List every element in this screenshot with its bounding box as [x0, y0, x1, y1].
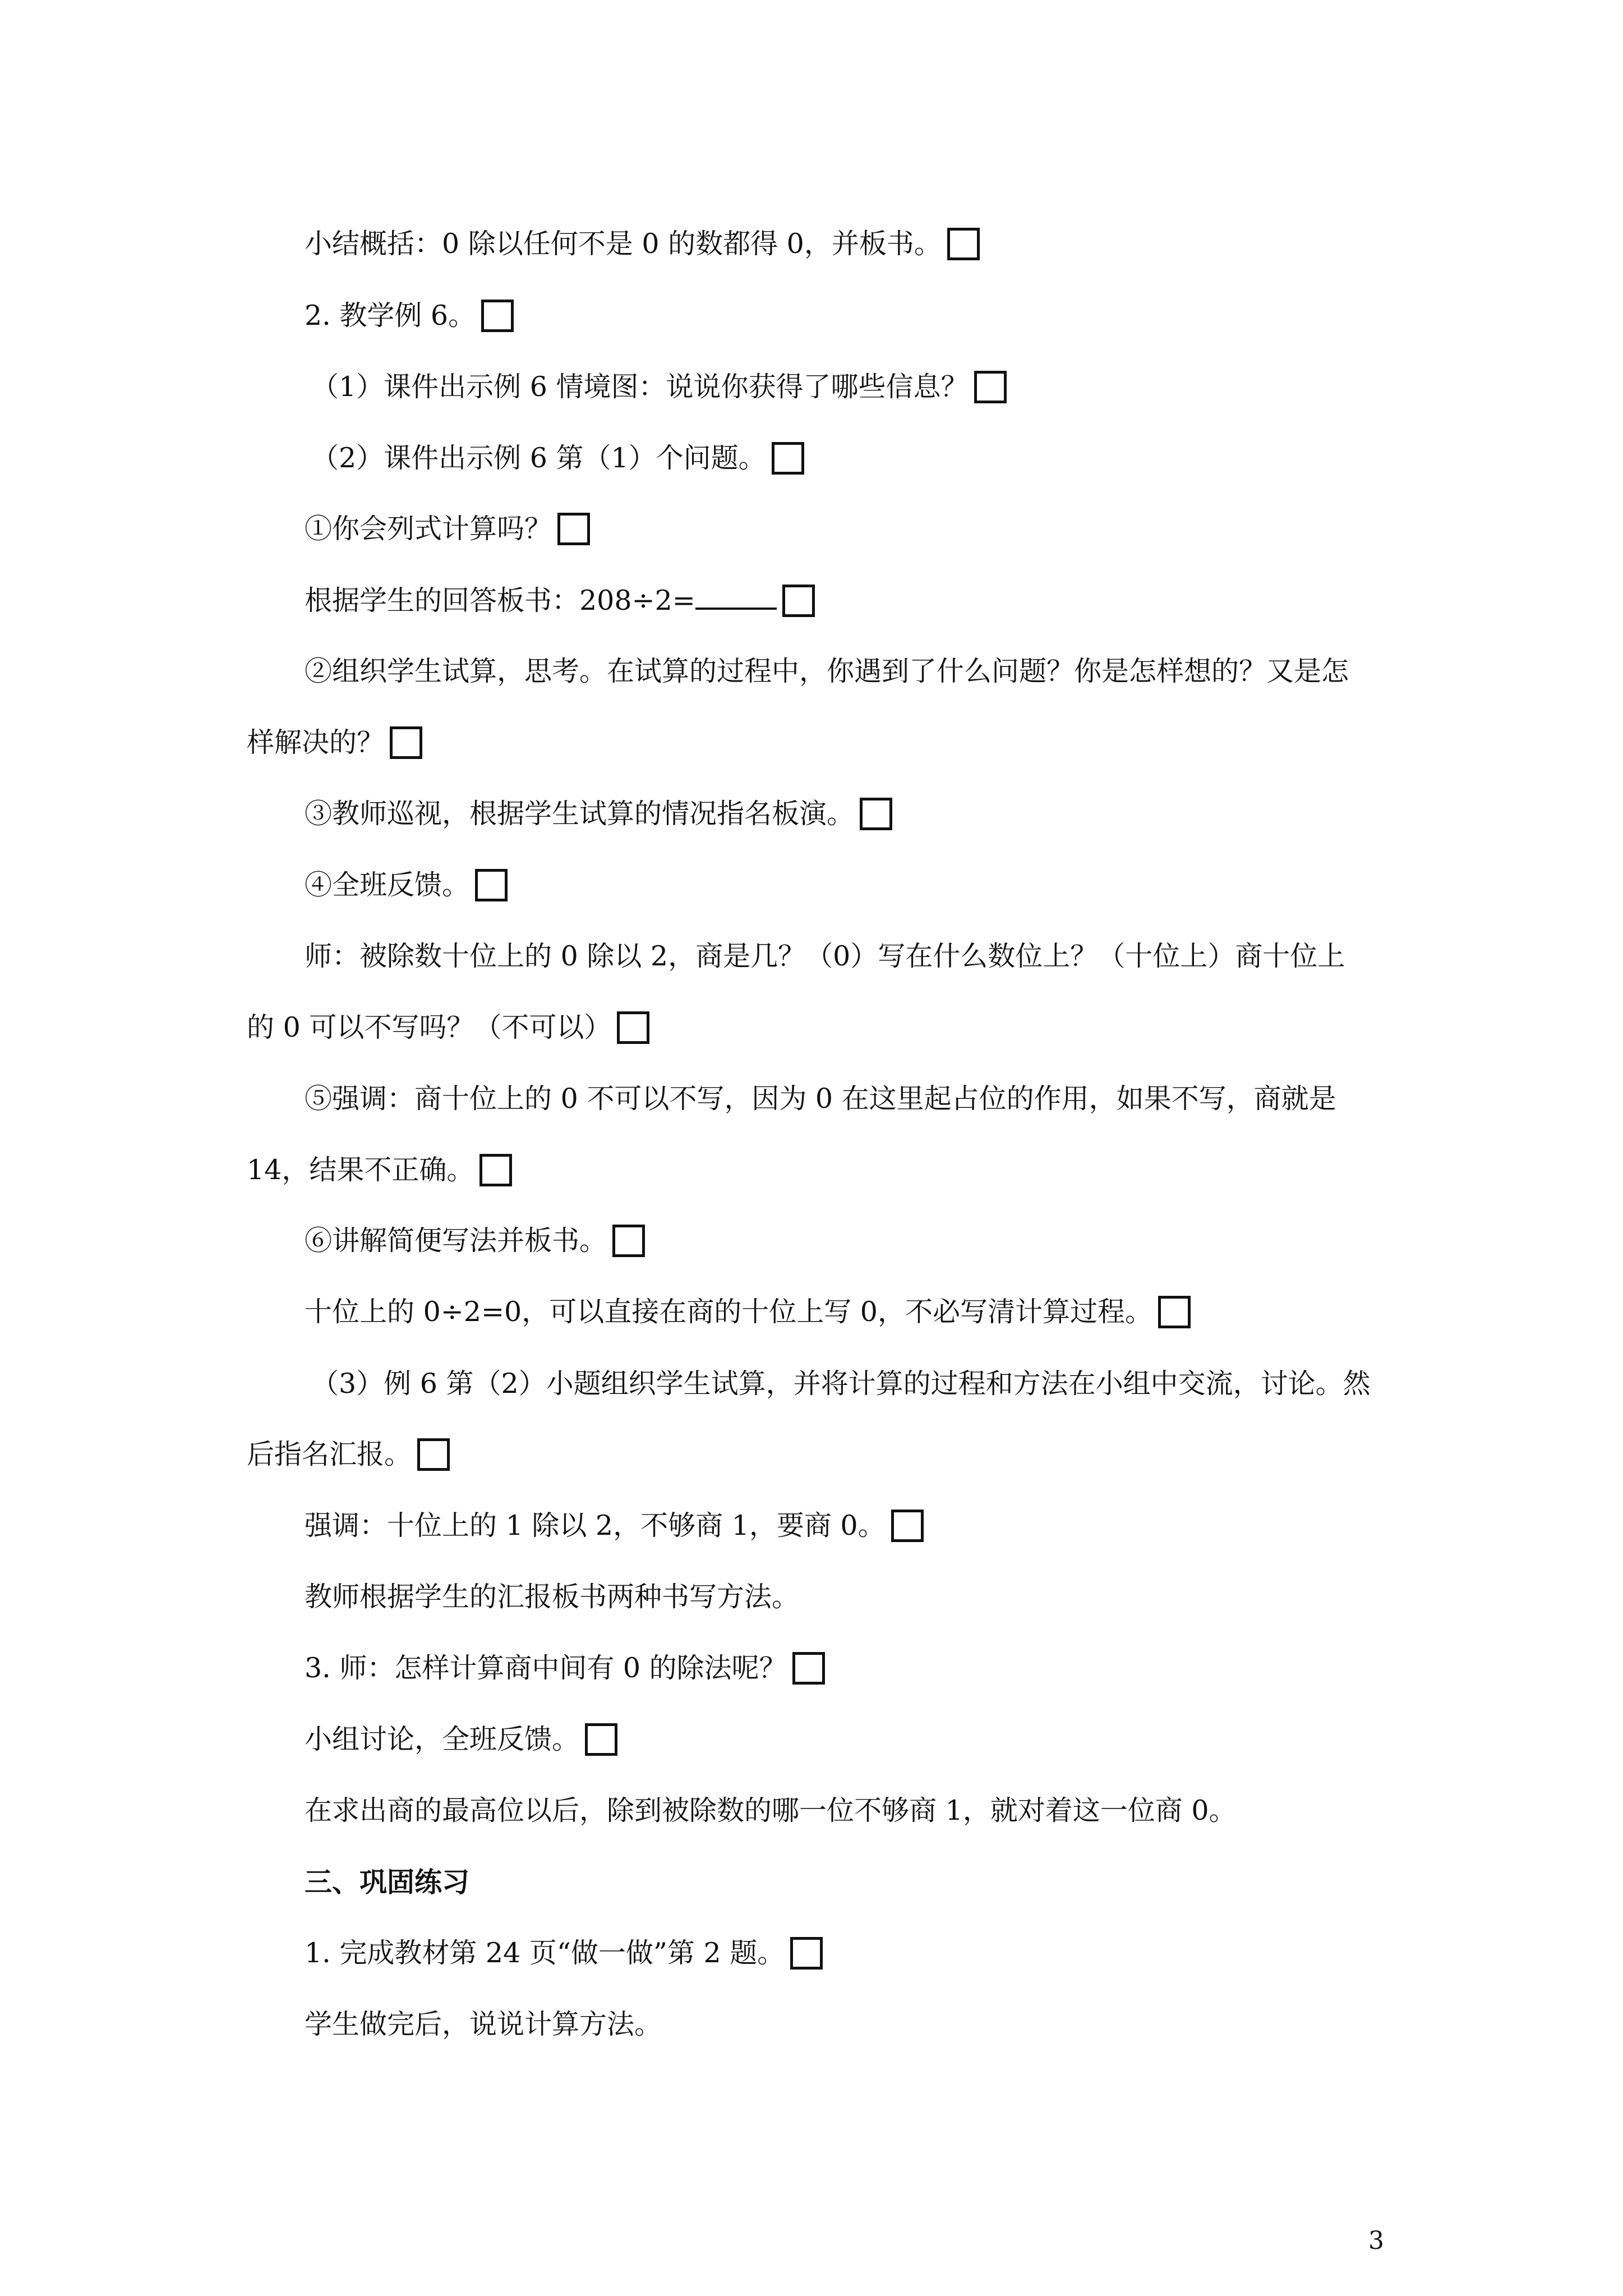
text-line — [305, 299, 514, 334]
text-line — [247, 1438, 450, 1473]
text-line — [305, 2008, 662, 2041]
line-text: ①你会列式计算吗？ — [305, 513, 552, 545]
text-line — [247, 1011, 649, 1046]
checkbox[interactable] — [974, 371, 1007, 403]
line-text: 14，结果不正确。 — [247, 1154, 474, 1186]
section-heading — [305, 1865, 469, 1899]
text-line — [305, 797, 892, 832]
text-line — [311, 441, 804, 477]
line-text: ⑥讲解简便写法并板书。 — [305, 1225, 607, 1257]
checkbox[interactable] — [947, 228, 980, 260]
checkbox[interactable] — [772, 442, 804, 475]
text-line — [305, 227, 980, 263]
text-line — [305, 512, 590, 547]
text-line — [311, 1367, 1371, 1401]
line-text: 小组讨论，全班反馈。 — [305, 1723, 580, 1755]
line-text: ④全班反馈。 — [305, 869, 470, 901]
text-line — [305, 1295, 1191, 1331]
checkbox[interactable] — [860, 798, 892, 830]
text-line — [305, 1224, 645, 1259]
checkbox[interactable] — [475, 869, 508, 901]
checkbox[interactable] — [790, 1937, 823, 1970]
text-line — [305, 1580, 799, 1614]
line-text: 的 0 可以不写吗？（不可以） — [247, 1011, 612, 1043]
line-text: 学生做完后，说说计算方法。 — [305, 2008, 662, 2040]
text-line — [311, 370, 1007, 406]
line-text: 强调：十位上的 1 除以 2，不够商 1，要商 0。 — [305, 1510, 886, 1542]
checkbox[interactable] — [1158, 1296, 1191, 1328]
checkbox[interactable] — [479, 1154, 512, 1186]
line-text: （2）课件出示例 6 第（1）个问题。 — [311, 442, 766, 474]
text-line — [305, 1936, 823, 1972]
line-text: 根据学生的回答板书：208÷2= — [305, 585, 695, 616]
line-text: 十位上的 0÷2=0，可以直接在商的十位上写 0，不必写清计算过程。 — [305, 1296, 1152, 1328]
heading-text: 三、巩固练习 — [305, 1866, 470, 1898]
text-line — [305, 1723, 617, 1758]
checkbox[interactable] — [612, 1225, 645, 1257]
text-line — [305, 1509, 924, 1544]
checkbox[interactable] — [891, 1510, 924, 1542]
checkbox[interactable] — [617, 1011, 649, 1044]
checkbox[interactable] — [792, 1652, 825, 1685]
checkbox[interactable] — [557, 513, 590, 545]
text-line — [305, 940, 1345, 973]
checkbox[interactable] — [417, 1438, 450, 1471]
line-text: 2. 教学例 6。 — [305, 300, 476, 332]
checkbox[interactable] — [481, 300, 514, 332]
line-text: 小结概括：0 除以任何不是 0 的数都得 0，并板书。 — [305, 228, 942, 260]
text-line — [305, 1651, 825, 1687]
line-text: （1）课件出示例 6 情境图：说说你获得了哪些信息？ — [311, 371, 969, 403]
line-text: 教师根据学生的汇报板书两种书写方法。 — [305, 1581, 800, 1613]
text-line — [305, 584, 815, 619]
line-text: 后指名汇报。 — [247, 1438, 412, 1470]
line-text: 在求出商的最高位以后，除到被除数的哪一位不够商 1，就对着这一位商 0。 — [305, 1795, 1237, 1826]
answer-blank[interactable] — [695, 585, 777, 610]
text-line — [305, 1082, 1336, 1116]
line-text: ③教师巡视，根据学生试算的情况指名板演。 — [305, 798, 855, 830]
line-text: 样解决的？ — [247, 726, 385, 758]
line-text: 1. 完成教材第 24 页“做一做”第 2 题。 — [305, 1937, 785, 1969]
line-text: 3. 师：怎样计算商中间有 0 的除法呢？ — [305, 1652, 787, 1684]
line-text: ⑤强调：商十位上的 0 不可以不写，因为 0 在这里起占位的作用，如果不写，商就是 — [305, 1083, 1336, 1115]
line-text: （3）例 6 第（2）小题组织学生试算，并将计算的过程和方法在小组中交流，讨论。然 — [311, 1368, 1371, 1400]
text-line — [305, 868, 508, 904]
text-line — [305, 1794, 1237, 1828]
text-line — [247, 726, 422, 761]
checkbox[interactable] — [585, 1723, 617, 1756]
text-line — [247, 1153, 512, 1189]
checkbox[interactable] — [782, 585, 815, 617]
page-number: 3 — [1368, 2226, 1384, 2255]
text-line — [305, 655, 1349, 688]
line-text: 师：被除数十位上的 0 除以 2，商是几？（0）写在什么数位上？（十位上）商十位上 — [305, 940, 1345, 972]
checkbox[interactable] — [390, 726, 422, 759]
line-text: ②组织学生试算，思考。在试算的过程中，你遇到了什么问题？你是怎样想的？又是怎 — [305, 655, 1349, 687]
